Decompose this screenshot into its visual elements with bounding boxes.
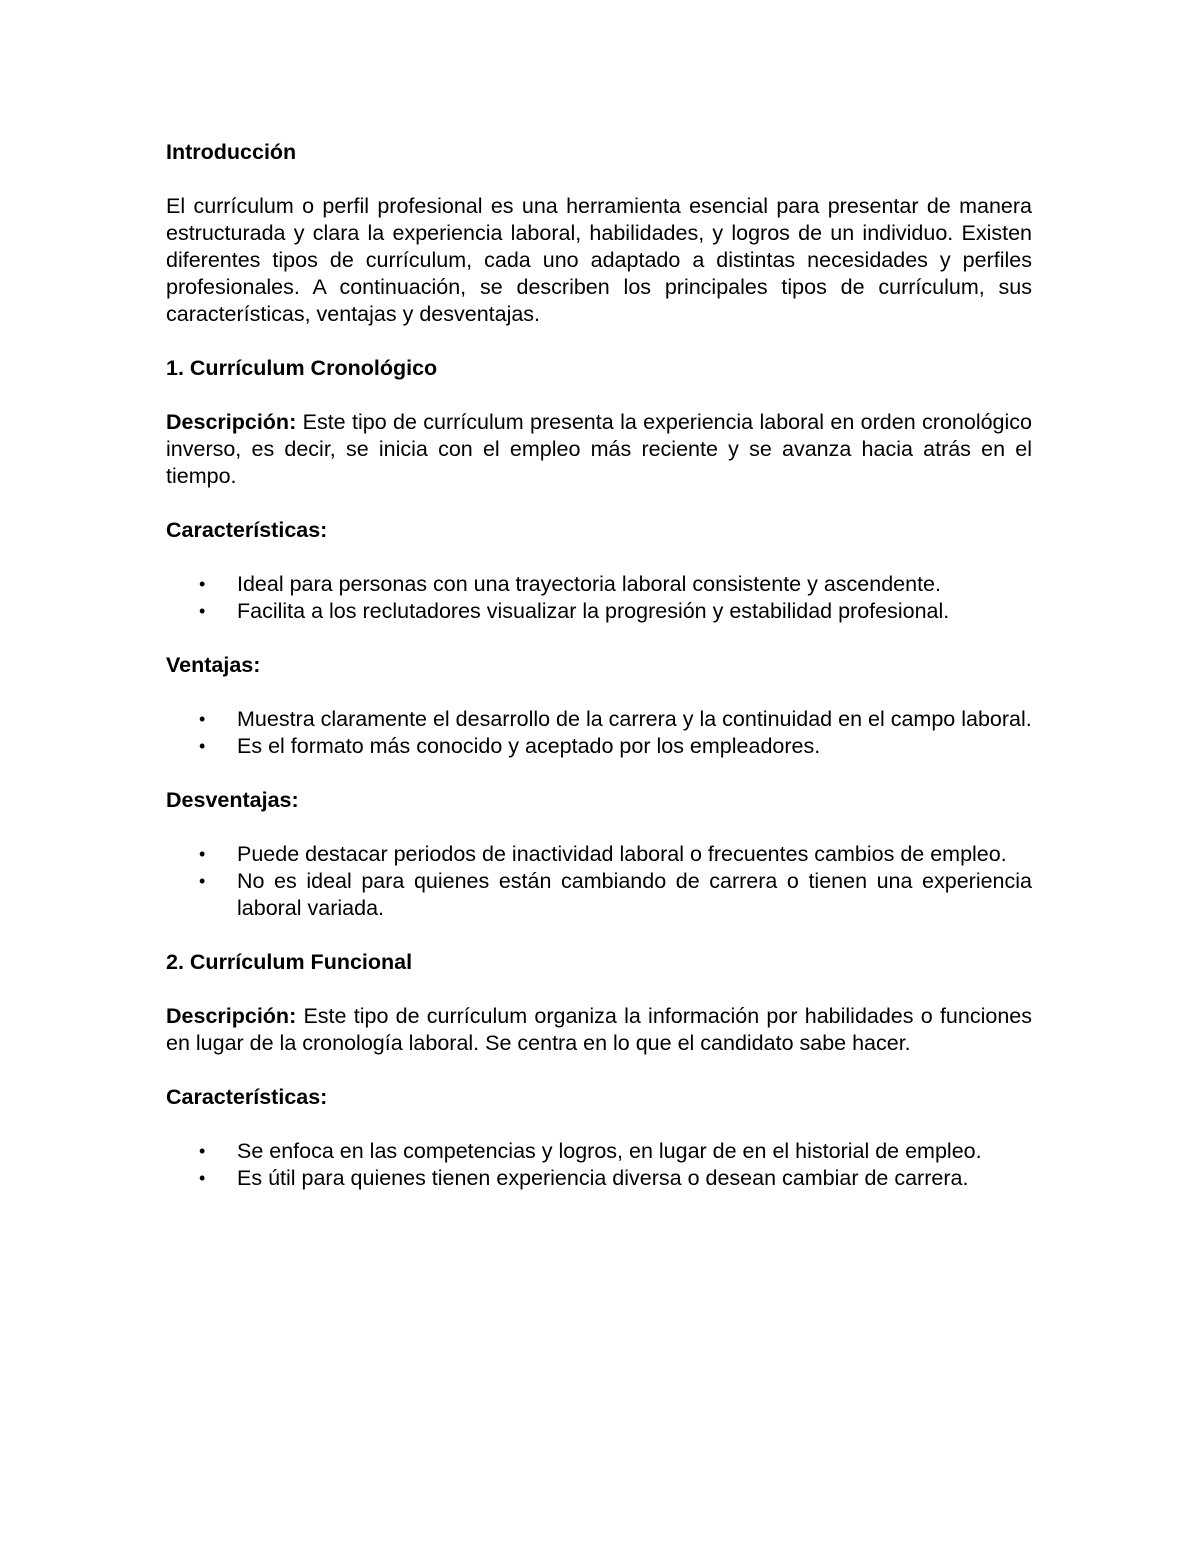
bullet-icon: • [199,871,206,891]
section1-features-list [166,571,1032,625]
section1-title: 1. Currículum Cronológico [166,356,438,380]
section1-description-label: Descripción: [166,410,297,434]
list-item: • Se enfoca en las competencias y logros, en lugar de en el historial de empleo. [199,1139,982,1163]
document-content [166,139,1032,1192]
section2-description [166,1003,1032,1057]
list-item: • Muestra claramente el desarrollo de la carrera y la continuidad en el campo laboral. [199,707,1032,731]
section2-title: 2. Currículum Funcional [166,950,413,974]
list-item: • Es el formato más conocido y aceptado por los empleadores. [199,734,821,758]
bullet-icon: • [199,1168,206,1188]
bullet-icon: • [199,601,206,621]
list-item: • Es útil para quienes tienen experiencia diversa o desean cambiar de carrera. [199,1166,969,1190]
section2-features-list [166,1138,1032,1192]
bullet-icon: • [199,574,206,594]
section1-description [166,409,1032,490]
section1-disadvantages-list [166,841,1032,922]
intro-paragraph: El currículum o perfil profesional es una herramienta esencial para presentar de manera estructurada y clara la experiencia laboral, habilidades, y logros de un individuo. Existen diferentes tipos de currículum, cada uno adaptado a distintas necesidades y perfiles profesionales. A continuación, se describen los principales tipos de currículum, sus características, ventajas y desventajas. [166,194,1032,326]
list-item: • Facilita a los reclutadores visualizar la progresión y estabilidad profesional. [199,599,950,623]
section2-features-label: Características: [166,1085,328,1109]
section1-advantages-label: Ventajas: [166,653,261,677]
bullet-icon: • [199,1141,206,1161]
section1-features-label: Características: [166,518,328,542]
intro-heading: Introducción [166,140,297,164]
section1-disadvantages-label: Desventajas: [166,788,299,812]
bullet-icon: • [199,844,206,864]
list-item: • Ideal para personas con una trayectoria laboral consistente y ascendente. [199,572,941,596]
bullet-icon: • [199,709,206,729]
bullet-icon: • [199,736,206,756]
section2-description-label: Descripción: [166,1004,297,1028]
section1-description-text: Este tipo de currículum presenta la experiencia laboral en orden cronológico inverso, es decir, se inicia con el empleo más reciente y se avanza hacia atrás en el tiempo. [166,410,1032,488]
section1-advantages-list [166,706,1032,760]
list-item: • No es ideal para quienes están cambiando de carrera o tienen una experiencia laboral variada. [199,869,1032,920]
list-item: • Puede destacar periodos de inactividad laboral o frecuentes cambios de empleo. [199,842,1007,866]
section2-description-text: Este tipo de currículum organiza la información por habilidades o funciones en lugar de la cronología laboral. Se centra en lo que el candidato sabe hacer. [166,1004,1032,1055]
